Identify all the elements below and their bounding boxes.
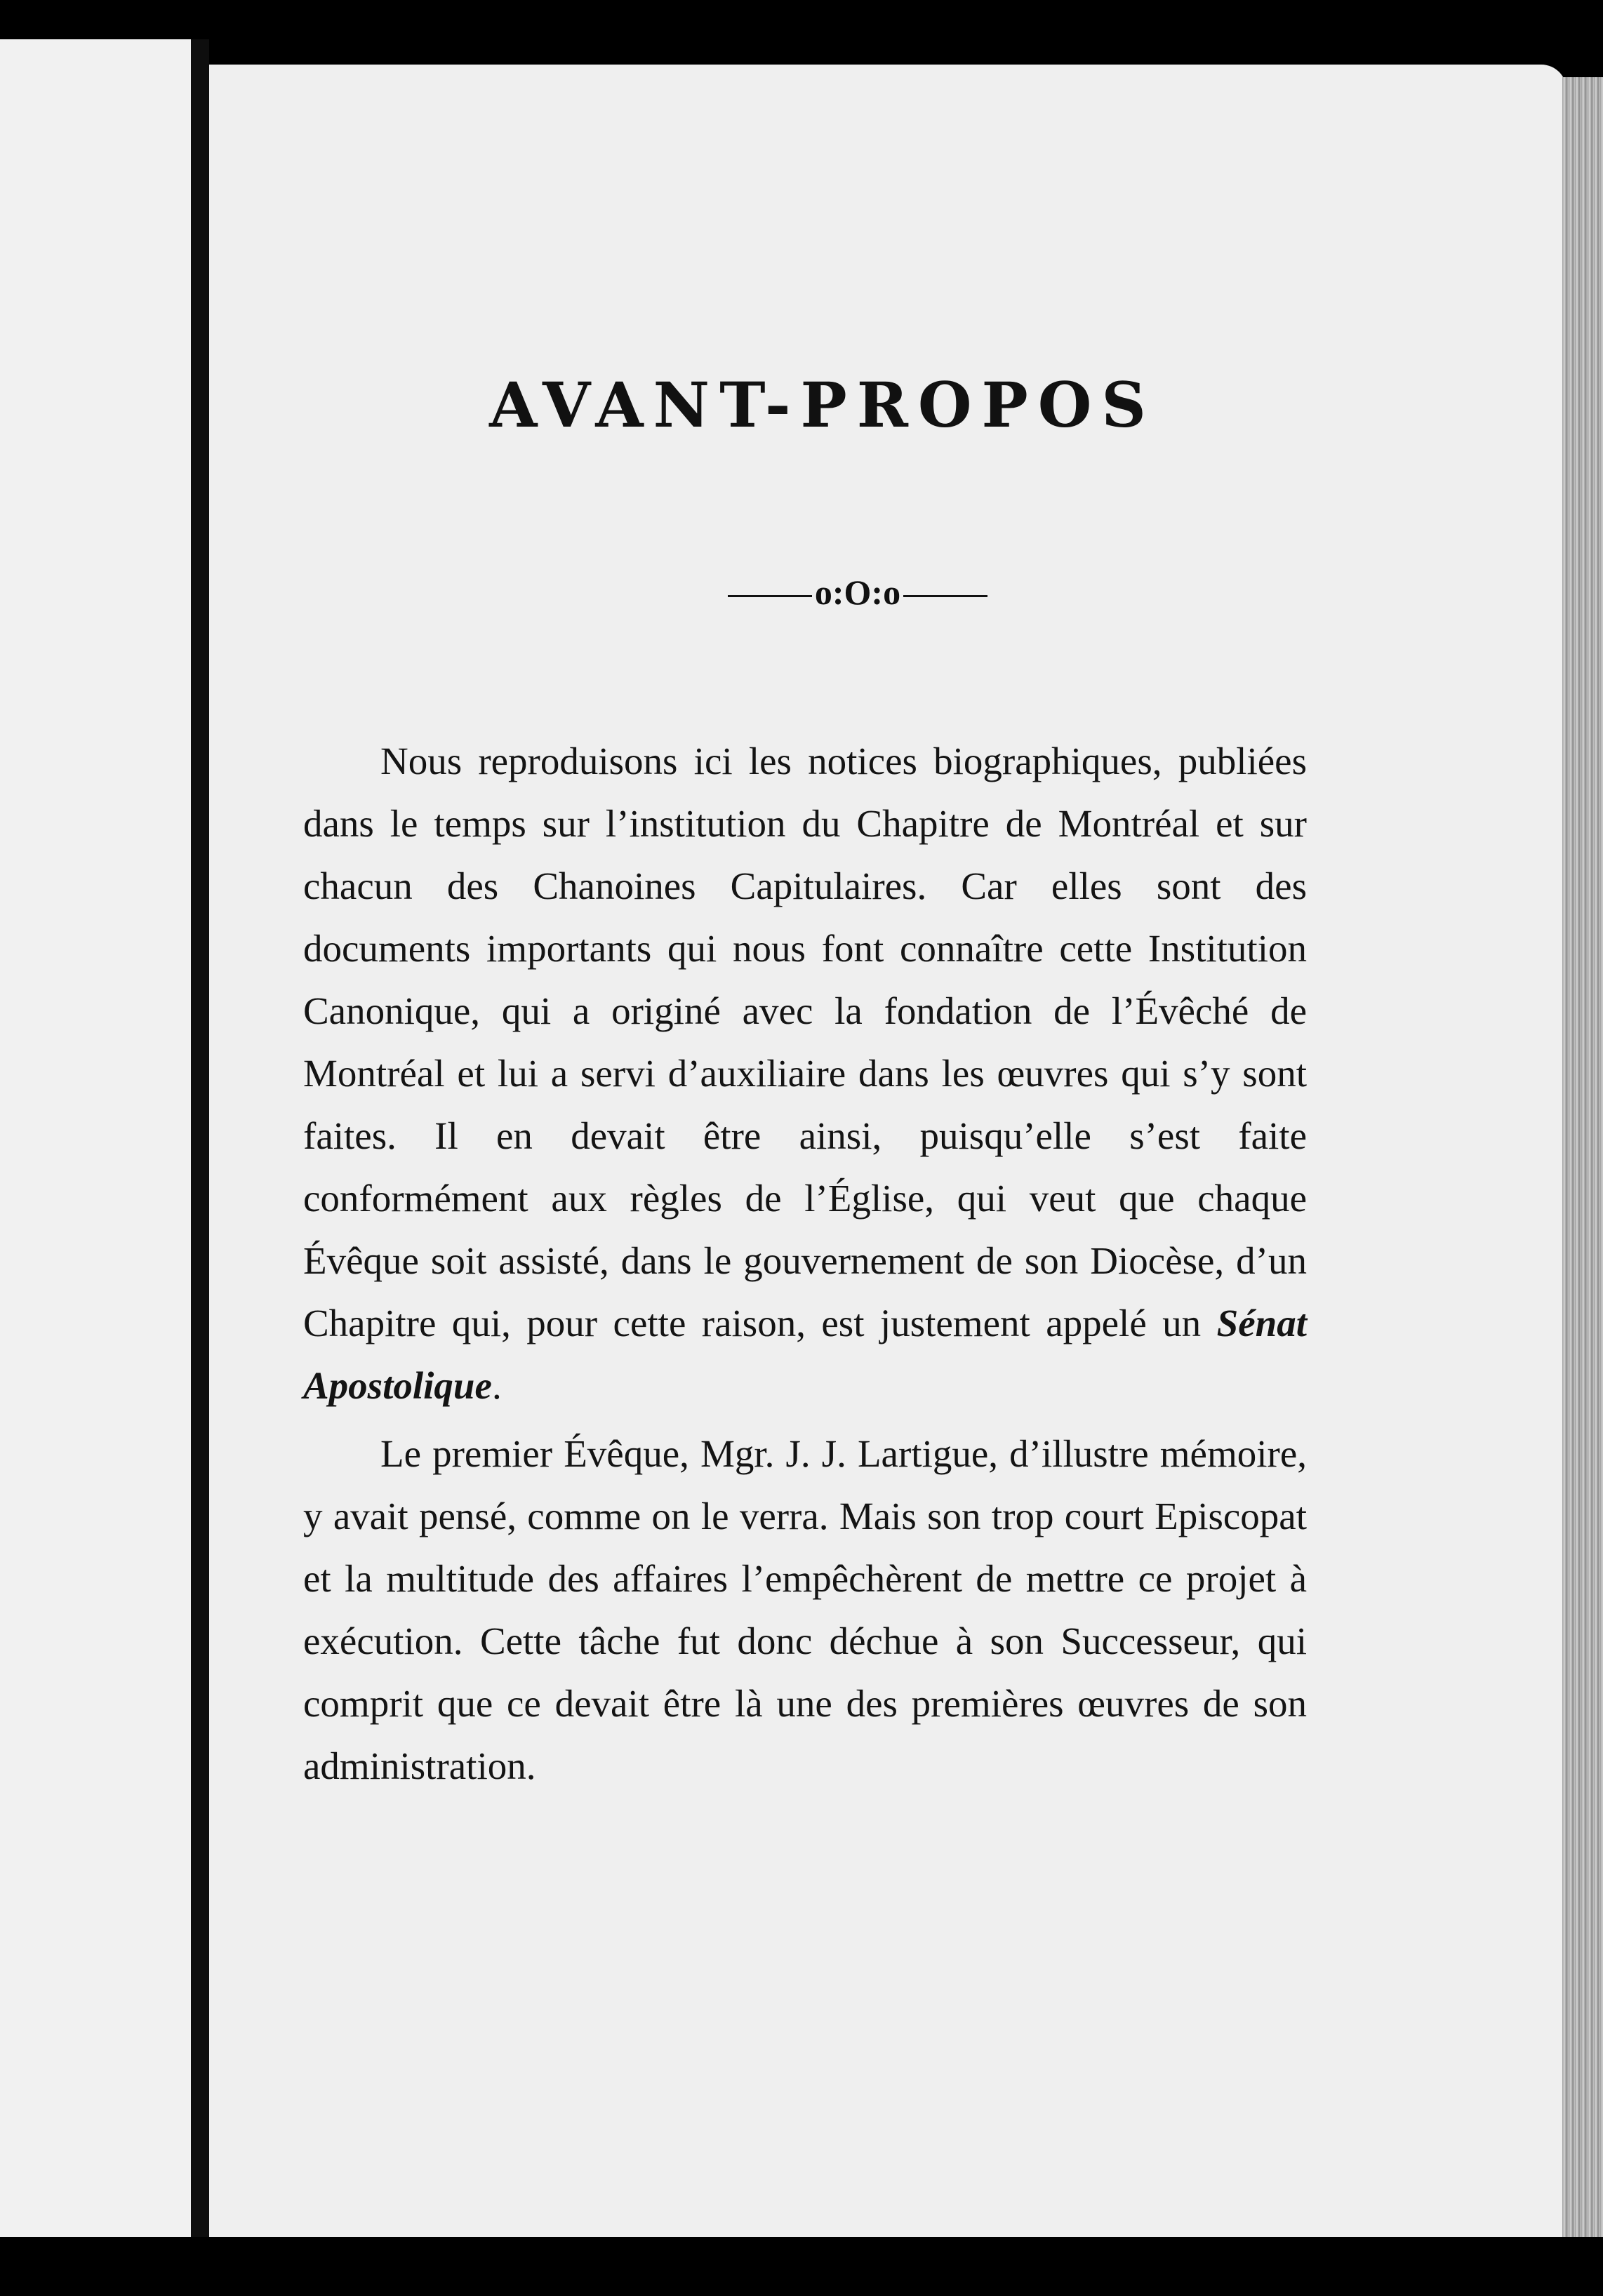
ornament-text: o:O:o	[814, 573, 901, 612]
paragraph-2: Le premier Évêque, Mgr. J. J. Lartigue, d’illustre mémoire, y avait pensé, comme on le verra. Mais son trop court Episcopat et la multitude des affaires l’empêchèrent de mettre ce projet à exécution. Cette tâche fut donc déchue à son Successeur, qui comprit que ce devait être là une des premières œuvres de son administration.	[303, 1432, 1307, 1787]
scan-bottom-border	[0, 2237, 1603, 2296]
ornament-rule-right	[903, 595, 987, 597]
page-title: AVANT-PROPOS	[489, 368, 1156, 441]
paragraph-1	[303, 730, 1307, 1417]
ornament-rule-left	[728, 595, 812, 597]
paragraph-1-end: .	[491, 1364, 502, 1407]
title-ornament	[0, 572, 1603, 613]
paragraph-1-text: Nous reproduisons ici les notices biographiques, publiées dans le temps sur l’institution du Chapitre de Montréal et sur chacun des Chanoines Capitulaires. Car elles sont des documents importants qui nous font connaître cette Institution Canonique, qui a originé avec la fondation de l’Évêché de Montréal et lui a servi d’auxiliaire dans les œuvres qui s’y sont faites. Il en devait être ainsi, puisqu’elle s’est faite conformément aux règles de l’Église, qui veut que chaque Évêque soit assisté, dans le gouvernement de son Diocèse, d’un Chapitre qui, pour cette raison, est justement appelé un	[303, 740, 1307, 1344]
paragraph-1-emphasis: Sénat Apostolique	[303, 1302, 1307, 1407]
body-text	[303, 730, 1307, 1797]
